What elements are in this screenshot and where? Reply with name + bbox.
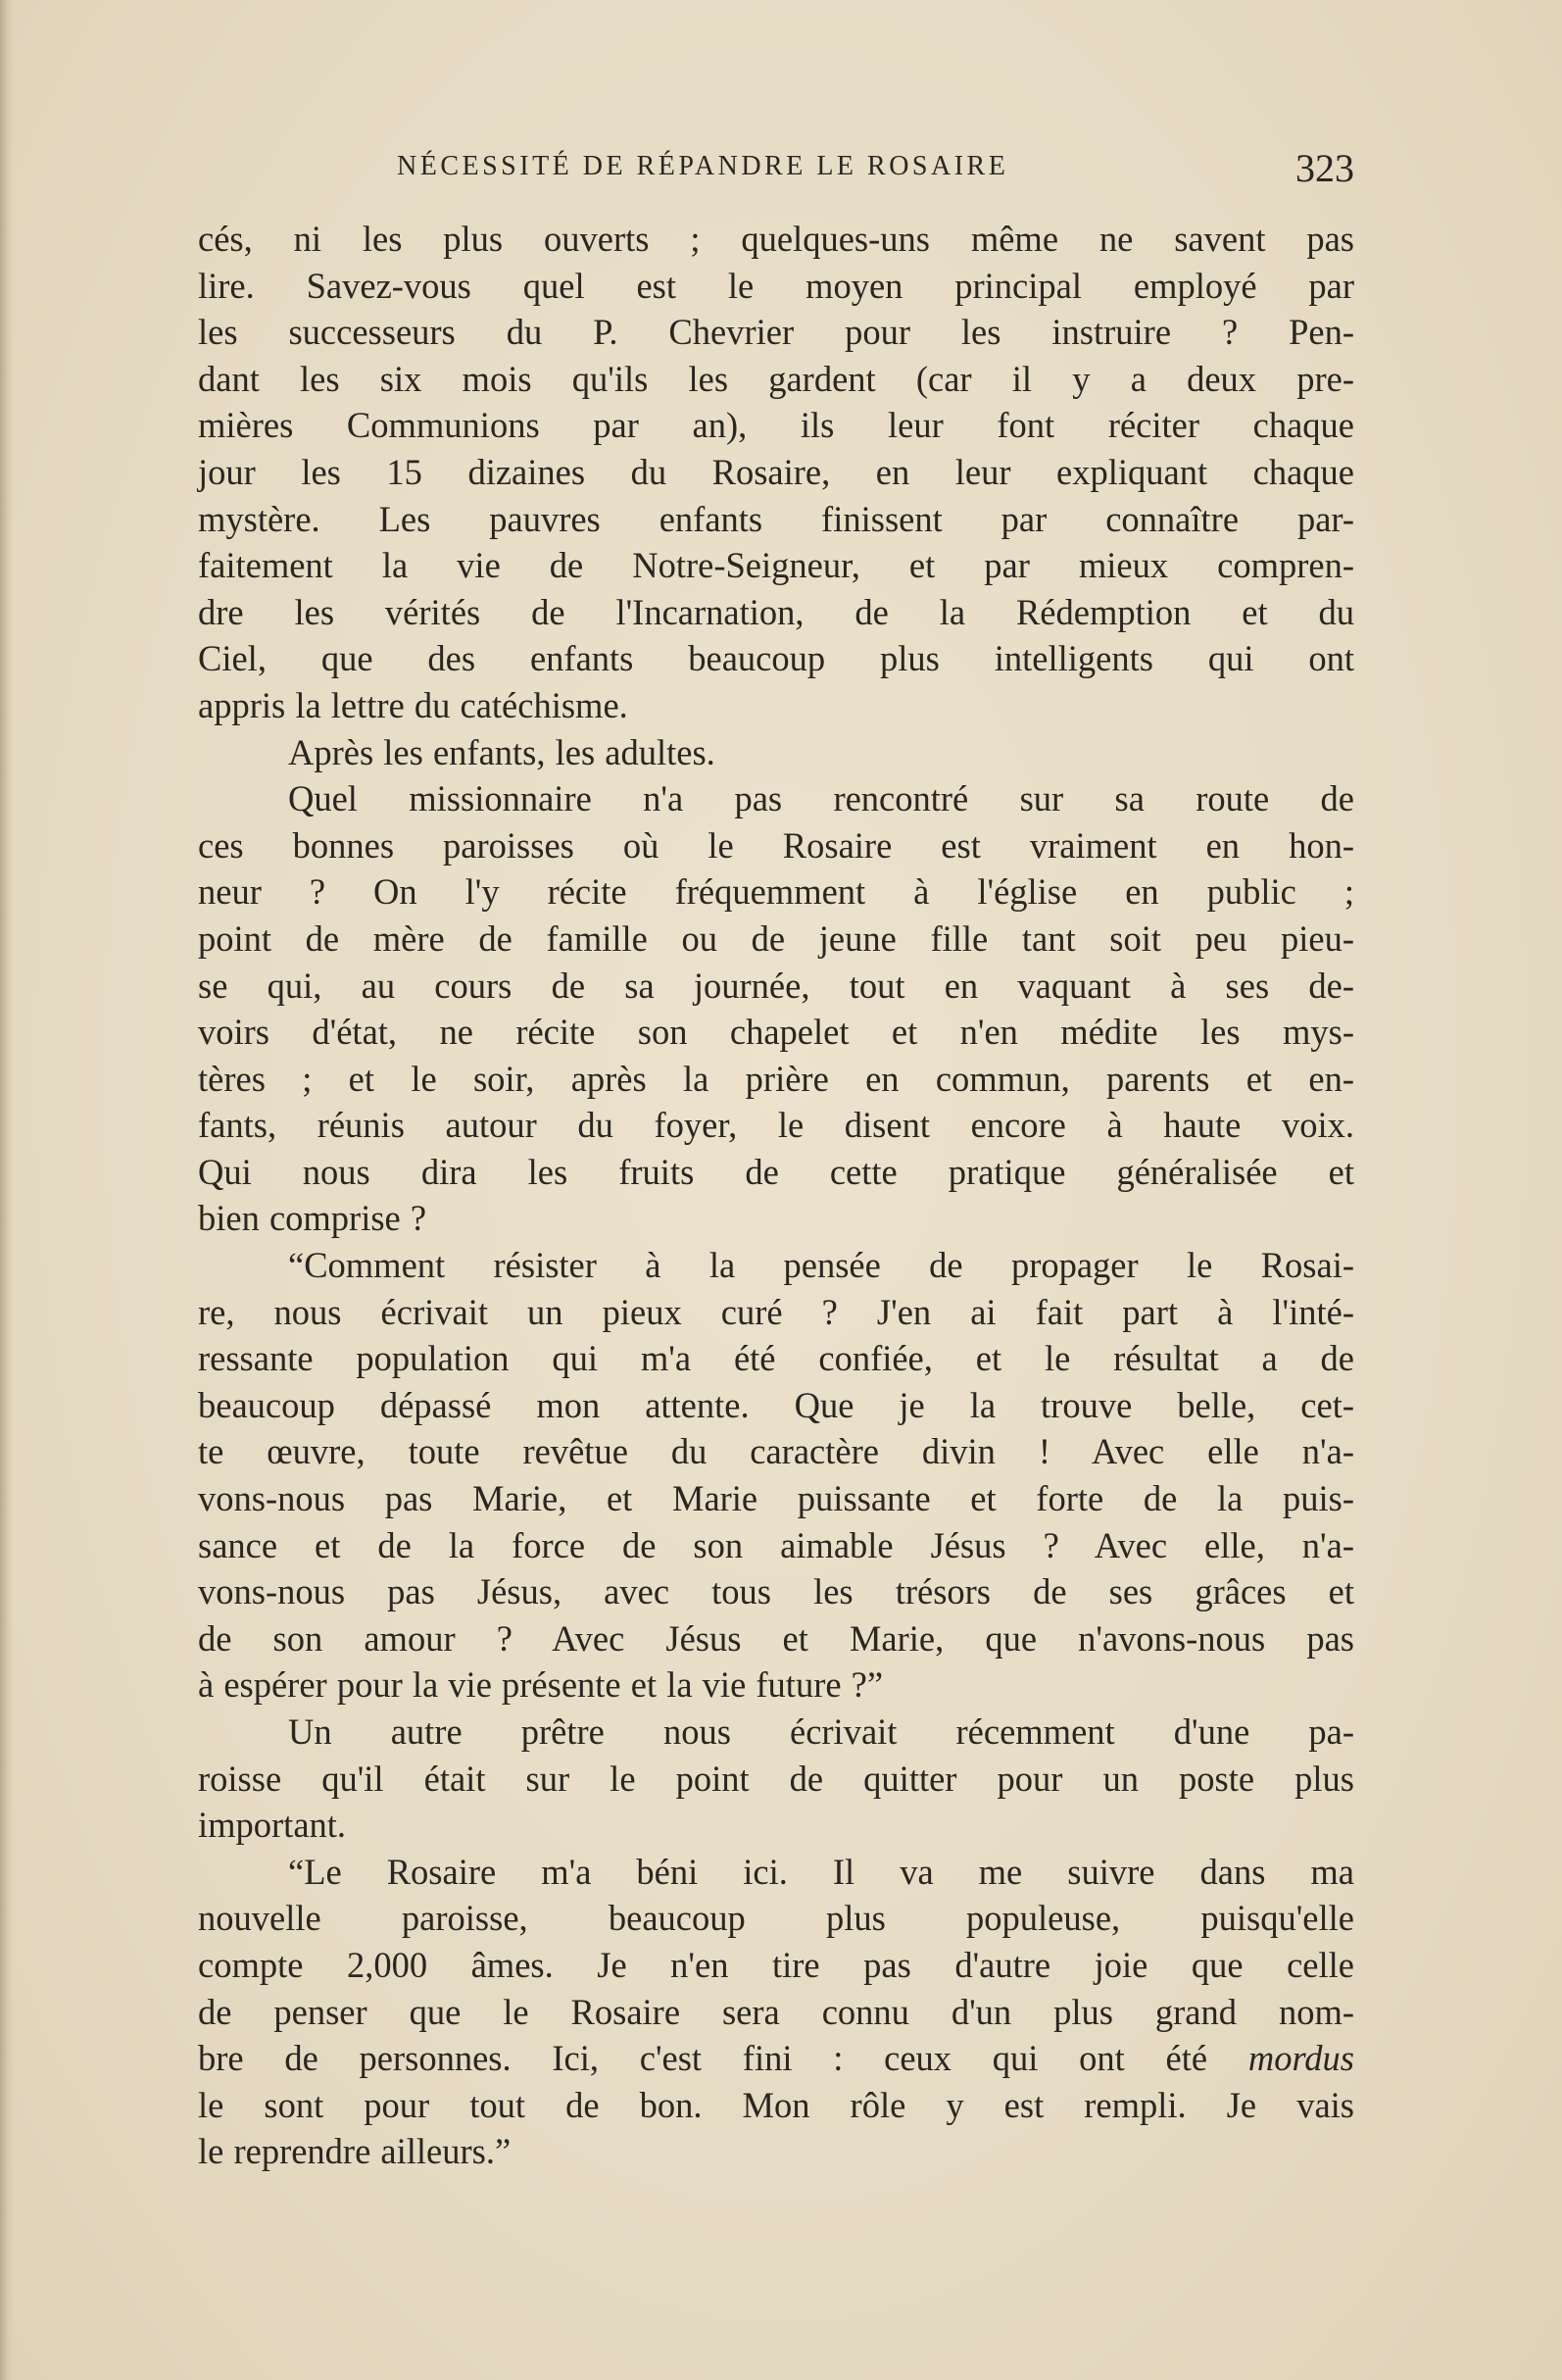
text-line [198, 1709, 1354, 1756]
text-line-content: Qui nous dira les fruits de cette pratique généralisée et [198, 1151, 1354, 1192]
text-line-content: nouvelle paroisse, beaucoup plus populeuse, puisqu'elle [198, 1898, 1354, 1939]
text-line [198, 1289, 1354, 1336]
text-line-content: ressante population qui m'a été confiée, et le résultat a de [198, 1338, 1354, 1379]
text-line-content: compte 2,000 âmes. Je n'en tire pas d'autre joie que celle [198, 1944, 1354, 1985]
text-line-content: Ciel, que des enfants beaucoup plus intelligents qui ont [198, 638, 1354, 679]
text-line [198, 1895, 1354, 1942]
text-line [198, 589, 1354, 636]
text-line-content: Un autre prêtre nous écrivait récemment d'une pa- [288, 1711, 1354, 1752]
text-line [198, 402, 1354, 449]
text-line [198, 2128, 1354, 2175]
text-line-content: point de mère de famille ou de jeune fille tant soit peu pieu- [198, 917, 1354, 959]
text-line [198, 635, 1354, 682]
text-line-content: ces bonnes paroisses où le Rosaire est vraiment en hon- [198, 824, 1354, 866]
italic-word: mordus [1247, 2038, 1355, 2079]
text-line [198, 1195, 1354, 1242]
text-line [198, 1756, 1354, 1803]
text-line [198, 1942, 1354, 1989]
text-line [198, 729, 1354, 776]
text-line [198, 496, 1354, 543]
text-line [198, 1335, 1354, 1382]
text-line-content: Après les enfants, les adultes. [288, 731, 715, 772]
page-edge-shadow [0, 0, 14, 2380]
text-line-content: roisse qu'il était sur le point de quitter pour un poste plus [198, 1758, 1354, 1799]
text-line [198, 1056, 1354, 1103]
text-line-content: “Le Rosaire m'a béni ici. Il va me suivre dans ma [288, 1851, 1354, 1892]
text-line-content: important. [198, 1805, 347, 1846]
text-line-content: fants, réunis autour du foyer, le disent encore à haute voix. [198, 1105, 1354, 1146]
text-line [198, 2082, 1354, 2129]
text-line-content: Quel missionnaire n'a pas rencontré sur sa route de [288, 778, 1354, 819]
text-line [198, 822, 1354, 869]
text-line-content: mystère. Les pauvres enfants finissent par connaître par- [198, 498, 1354, 539]
text-line-content: les successeurs du P. Chevrier pour les instruire ? Pen- [198, 312, 1354, 353]
text-line-content: te œuvre, toute revêtue du caractère divin ! Avec elle n'a- [198, 1431, 1354, 1472]
text-line-content: voirs d'état, ne récite son chapelet et n'en médite les mys- [198, 1012, 1354, 1053]
text-line-content: vons-nous pas Jésus, avec tous les trésors de ses grâces et [198, 1571, 1354, 1612]
text-line-content: le sont pour tout de bon. Mon rôle y est rempli. Je vais [198, 2084, 1354, 2125]
text-line-content: à espérer pour la vie présente et la vie future ?” [198, 1664, 884, 1706]
running-head [196, 145, 1362, 194]
text-line [198, 916, 1354, 963]
text-line [198, 775, 1354, 822]
text-line-content: “Comment résister à la pensée de propager le Rosai- [288, 1245, 1354, 1286]
text-line [198, 1009, 1354, 1056]
text-line-content: cés, ni les plus ouverts ; quelques-uns même ne savent pas [198, 219, 1354, 259]
text-line-content: beaucoup dépassé mon attente. Que je la trouve belle, cet- [198, 1384, 1354, 1425]
text-line-content: faitement la vie de Notre-Seigneur, et par mieux compren- [198, 545, 1354, 586]
text-line [198, 1615, 1354, 1662]
text-line-content: de son amour ? Avec Jésus et Marie, que n'avons-nous pas [198, 1617, 1354, 1659]
text-line-content: dant les six mois qu'ils les gardent (car il y a deux pre- [198, 358, 1354, 399]
text-line-content: sance et de la force de son aimable Jésus ? Avec elle, n'a- [198, 1524, 1354, 1565]
text-line [198, 1102, 1354, 1149]
page-number: 323 [1295, 146, 1354, 190]
text-line [198, 356, 1354, 403]
text-line [198, 1989, 1354, 2036]
text-line [198, 1802, 1354, 1849]
text-line [198, 1382, 1354, 1429]
text-line-content: bien comprise ? [198, 1198, 427, 1239]
text-line [198, 216, 1354, 263]
text-line-content: re, nous écrivait un pieux curé ? J'en ai fait part à l'inté- [198, 1291, 1354, 1332]
text-line [198, 1428, 1354, 1475]
text-line [198, 309, 1354, 356]
text-line-content: mières Communions par an), ils leur font réciter chaque [198, 405, 1354, 446]
text-line-content: le reprendre ailleurs.” [198, 2131, 512, 2172]
text-line-content: lire. Savez-vous quel est le moyen principal employé par [198, 265, 1354, 306]
text-line [198, 2035, 1354, 2082]
text-line [198, 263, 1354, 310]
text-line [198, 449, 1354, 496]
text-line [198, 868, 1354, 916]
text-line [198, 1568, 1354, 1615]
text-line [198, 1242, 1354, 1289]
text-line [198, 542, 1354, 589]
text-line-content: tères ; et le soir, après la prière en commun, parents et en- [198, 1058, 1354, 1099]
running-title: NÉCESSITÉ DE RÉPANDRE LE ROSAIRE [397, 151, 1009, 181]
text-line [198, 1522, 1354, 1569]
text-line-content: neur ? On l'y récite fréquemment à l'église en public ; [198, 871, 1354, 913]
text-line [198, 1475, 1354, 1522]
text-line-content: vons-nous pas Marie, et Marie puissante et forte de la puis- [198, 1478, 1354, 1519]
text-line-content: bre de personnes. Ici, c'est fini : ceux qui ont été [198, 2038, 1208, 2079]
text-line [198, 1661, 1354, 1709]
text-line [198, 1149, 1354, 1196]
text-line-content: jour les 15 dizaines du Rosaire, en leur expliquant chaque [198, 451, 1354, 492]
text-line-content: dre les vérités de l'Incarnation, de la Rédemption et du [198, 591, 1354, 632]
text-line-content: se qui, au cours de sa journée, tout en vaquant à ses de- [198, 965, 1354, 1006]
text-line [198, 1849, 1354, 1896]
text-line-content: appris la lettre du catéchisme. [198, 684, 628, 725]
text-line [198, 963, 1354, 1010]
body-text [198, 216, 1354, 2175]
text-line-content: de penser que le Rosaire sera connu d'un plus grand nom- [198, 1991, 1354, 2032]
text-line [198, 682, 1354, 729]
